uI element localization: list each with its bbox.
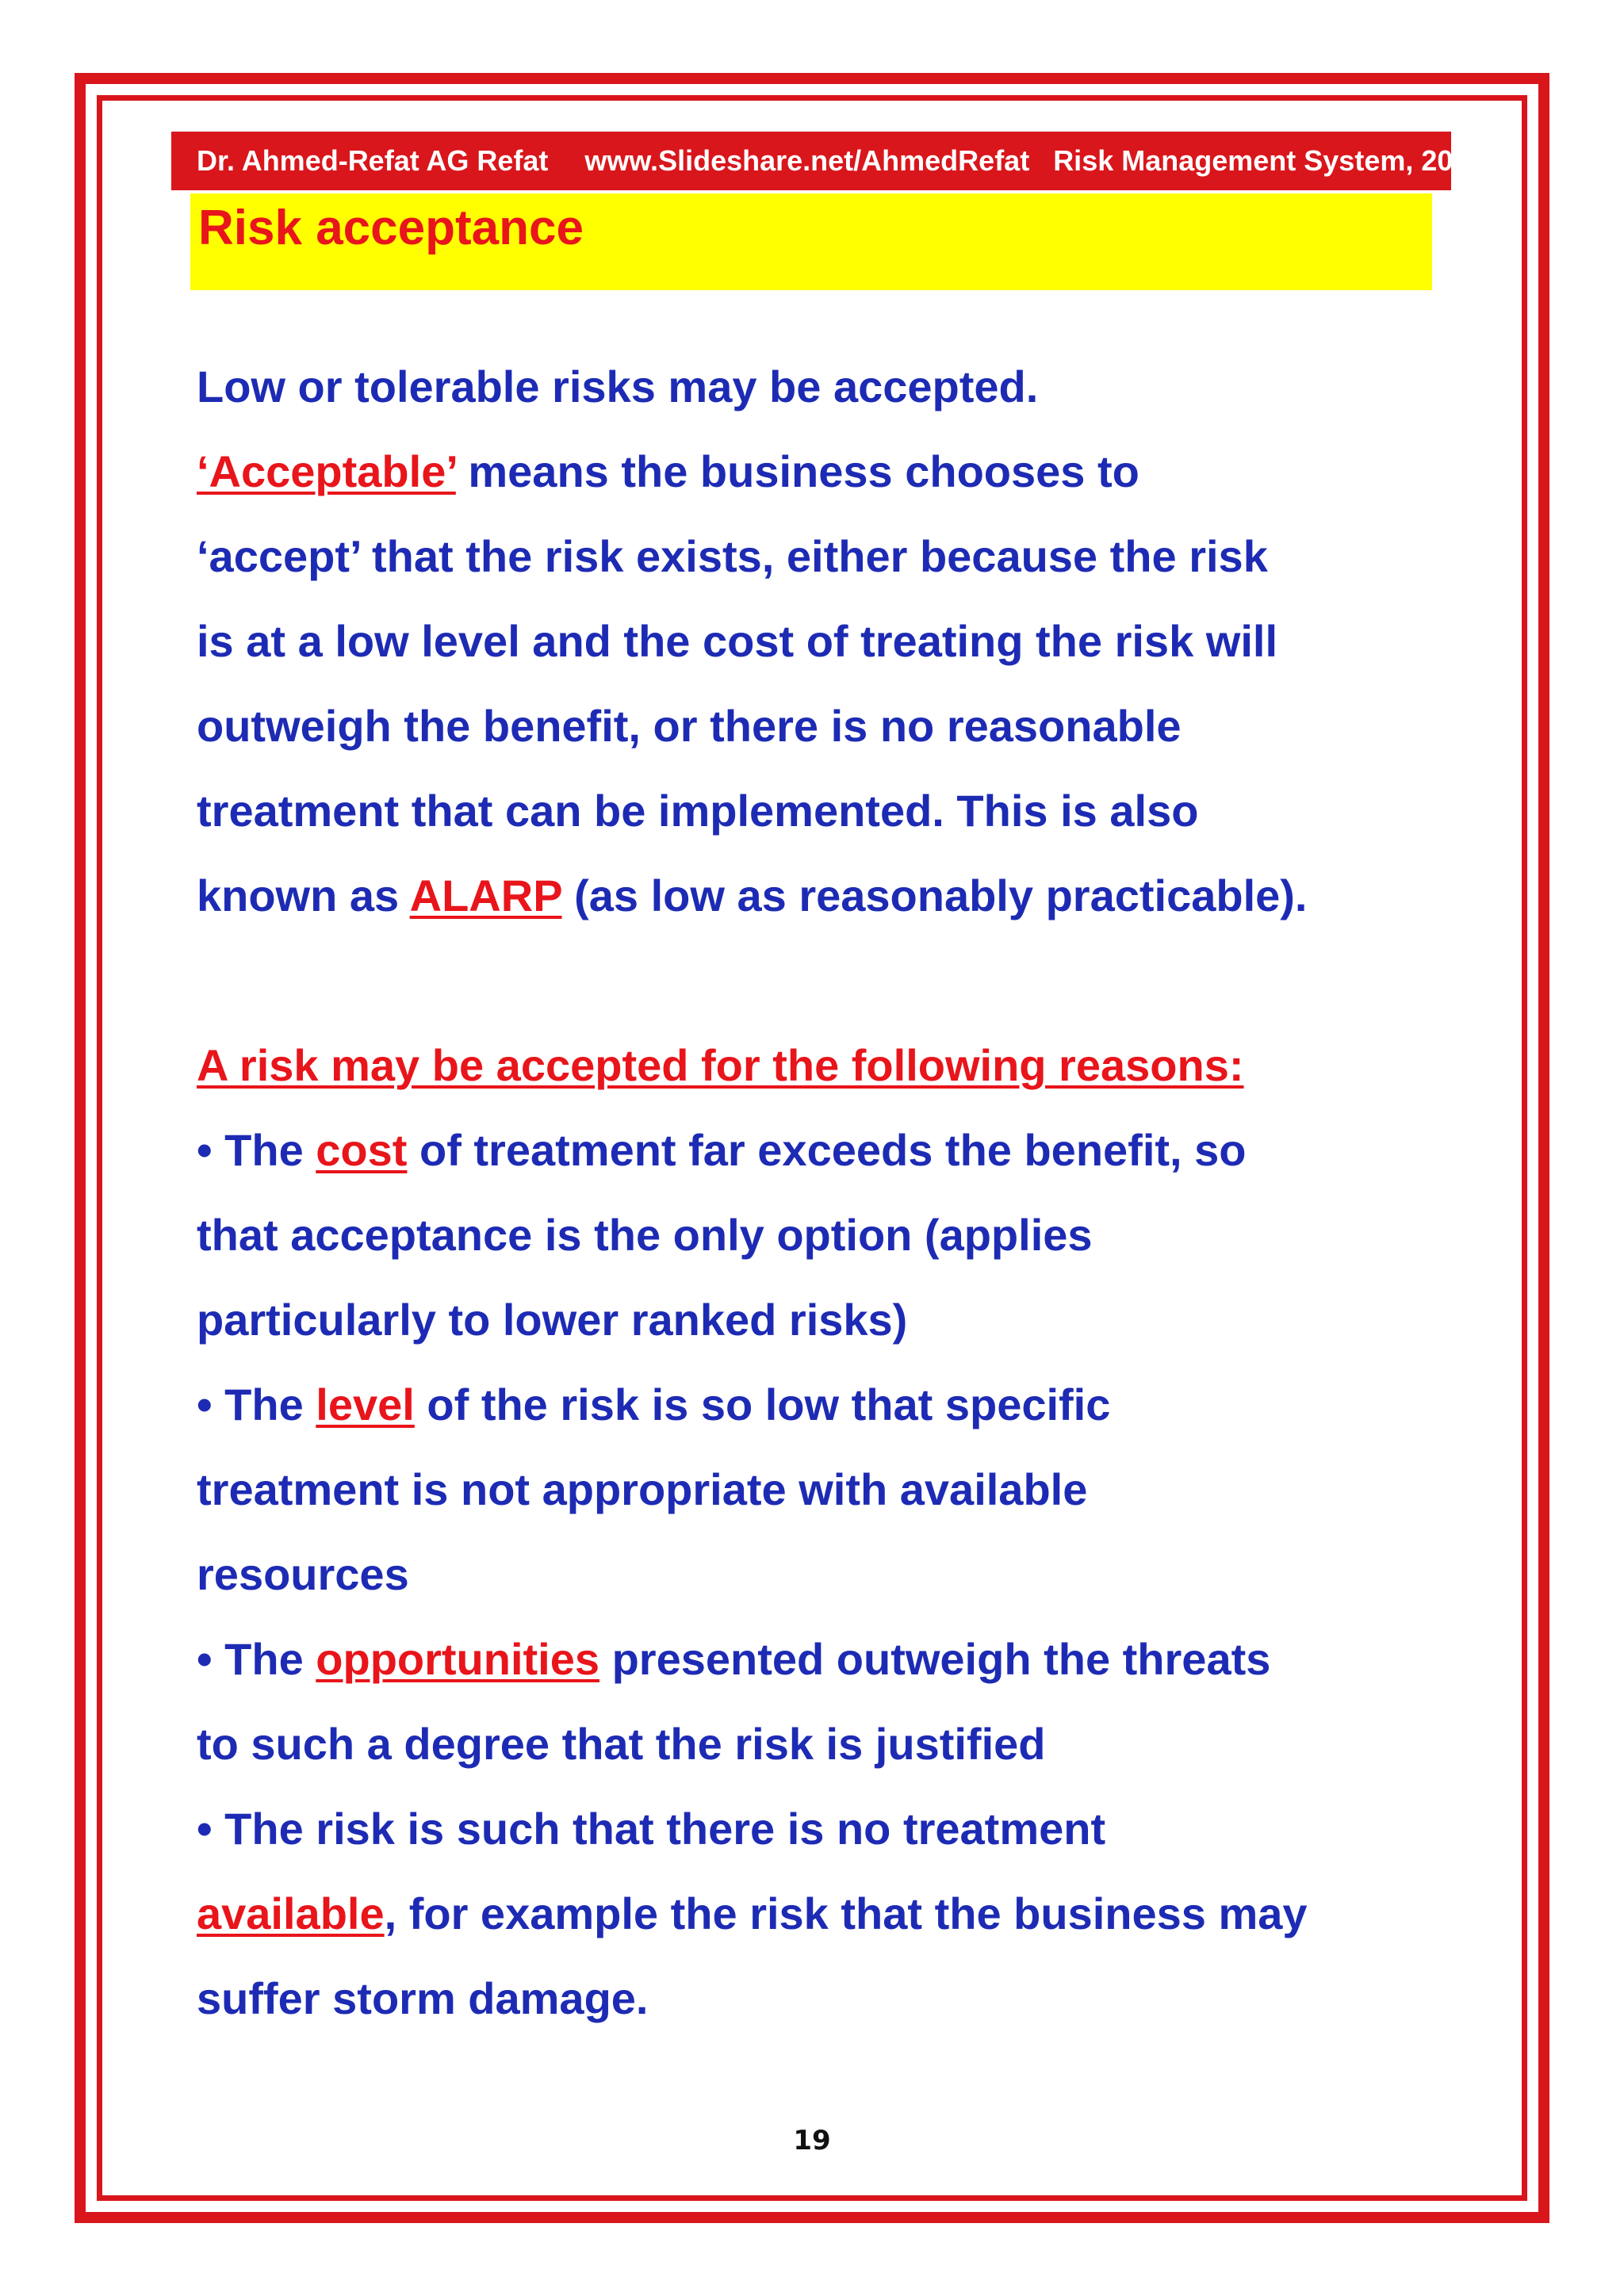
paragraph-line: treatment that can be implemented. This is also	[197, 786, 1199, 836]
bullet-line: suffer storm damage.	[197, 1973, 649, 2023]
page-number: 19	[793, 2125, 831, 2156]
bullet-available: • The risk is such that there is no treatment	[197, 1804, 1106, 1854]
paragraph-line: outweigh the benefit, or there is no reasonable	[197, 701, 1182, 751]
term-cost: cost	[316, 1125, 408, 1175]
term-level: level	[316, 1380, 415, 1429]
spacer	[197, 938, 1465, 1023]
paragraph-line: ‘Acceptable’ means the business chooses to	[197, 446, 1139, 496]
bullet-cost: • The cost of treatment far exceeds the benefit, so	[197, 1125, 1247, 1175]
term-available: available	[197, 1888, 385, 1938]
header-document-title: Risk Management System, 2012	[1053, 144, 1485, 177]
title-band	[190, 193, 1432, 290]
header-bar	[171, 132, 1485, 190]
term-alarp: ALARP	[409, 871, 562, 920]
bullet-line: treatment is not appropriate with available	[197, 1464, 1088, 1514]
paragraph-line: Low or tolerable risks may be accepted.	[197, 362, 1039, 411]
header-author: Dr. Ahmed-Refat AG Refat	[197, 144, 549, 177]
bullet-opportunities: • The opportunities presented outweigh the threats	[197, 1634, 1271, 1684]
term-opportunities: opportunities	[316, 1634, 600, 1684]
paragraph-line: known as ALARP (as low as reasonably practicable).	[197, 871, 1308, 920]
reasons-heading: A risk may be accepted for the following reasons:	[197, 1040, 1244, 1090]
bullet-line: available, for example the risk that the business may	[197, 1888, 1308, 1938]
bullet-level: • The level of the risk is so low that specific	[197, 1380, 1111, 1429]
page-title: Risk acceptance	[198, 201, 584, 255]
bullet-line: to such a degree that the risk is justified	[197, 1719, 1046, 1769]
paragraph-line: is at a low level and the cost of treating the risk will	[197, 616, 1278, 666]
paragraph-line: ‘accept’ that the risk exists, either because the risk	[197, 531, 1268, 581]
term-acceptable: ‘Acceptable’	[197, 446, 456, 496]
bullet-line: that acceptance is the only option (applies	[197, 1210, 1093, 1260]
header-url: www.Slideshare.net/AhmedRefat	[584, 144, 1030, 177]
bullet-line: resources	[197, 1549, 409, 1599]
bullet-line: particularly to lower ranked risks)	[197, 1295, 908, 1345]
body-text	[197, 344, 1465, 2041]
